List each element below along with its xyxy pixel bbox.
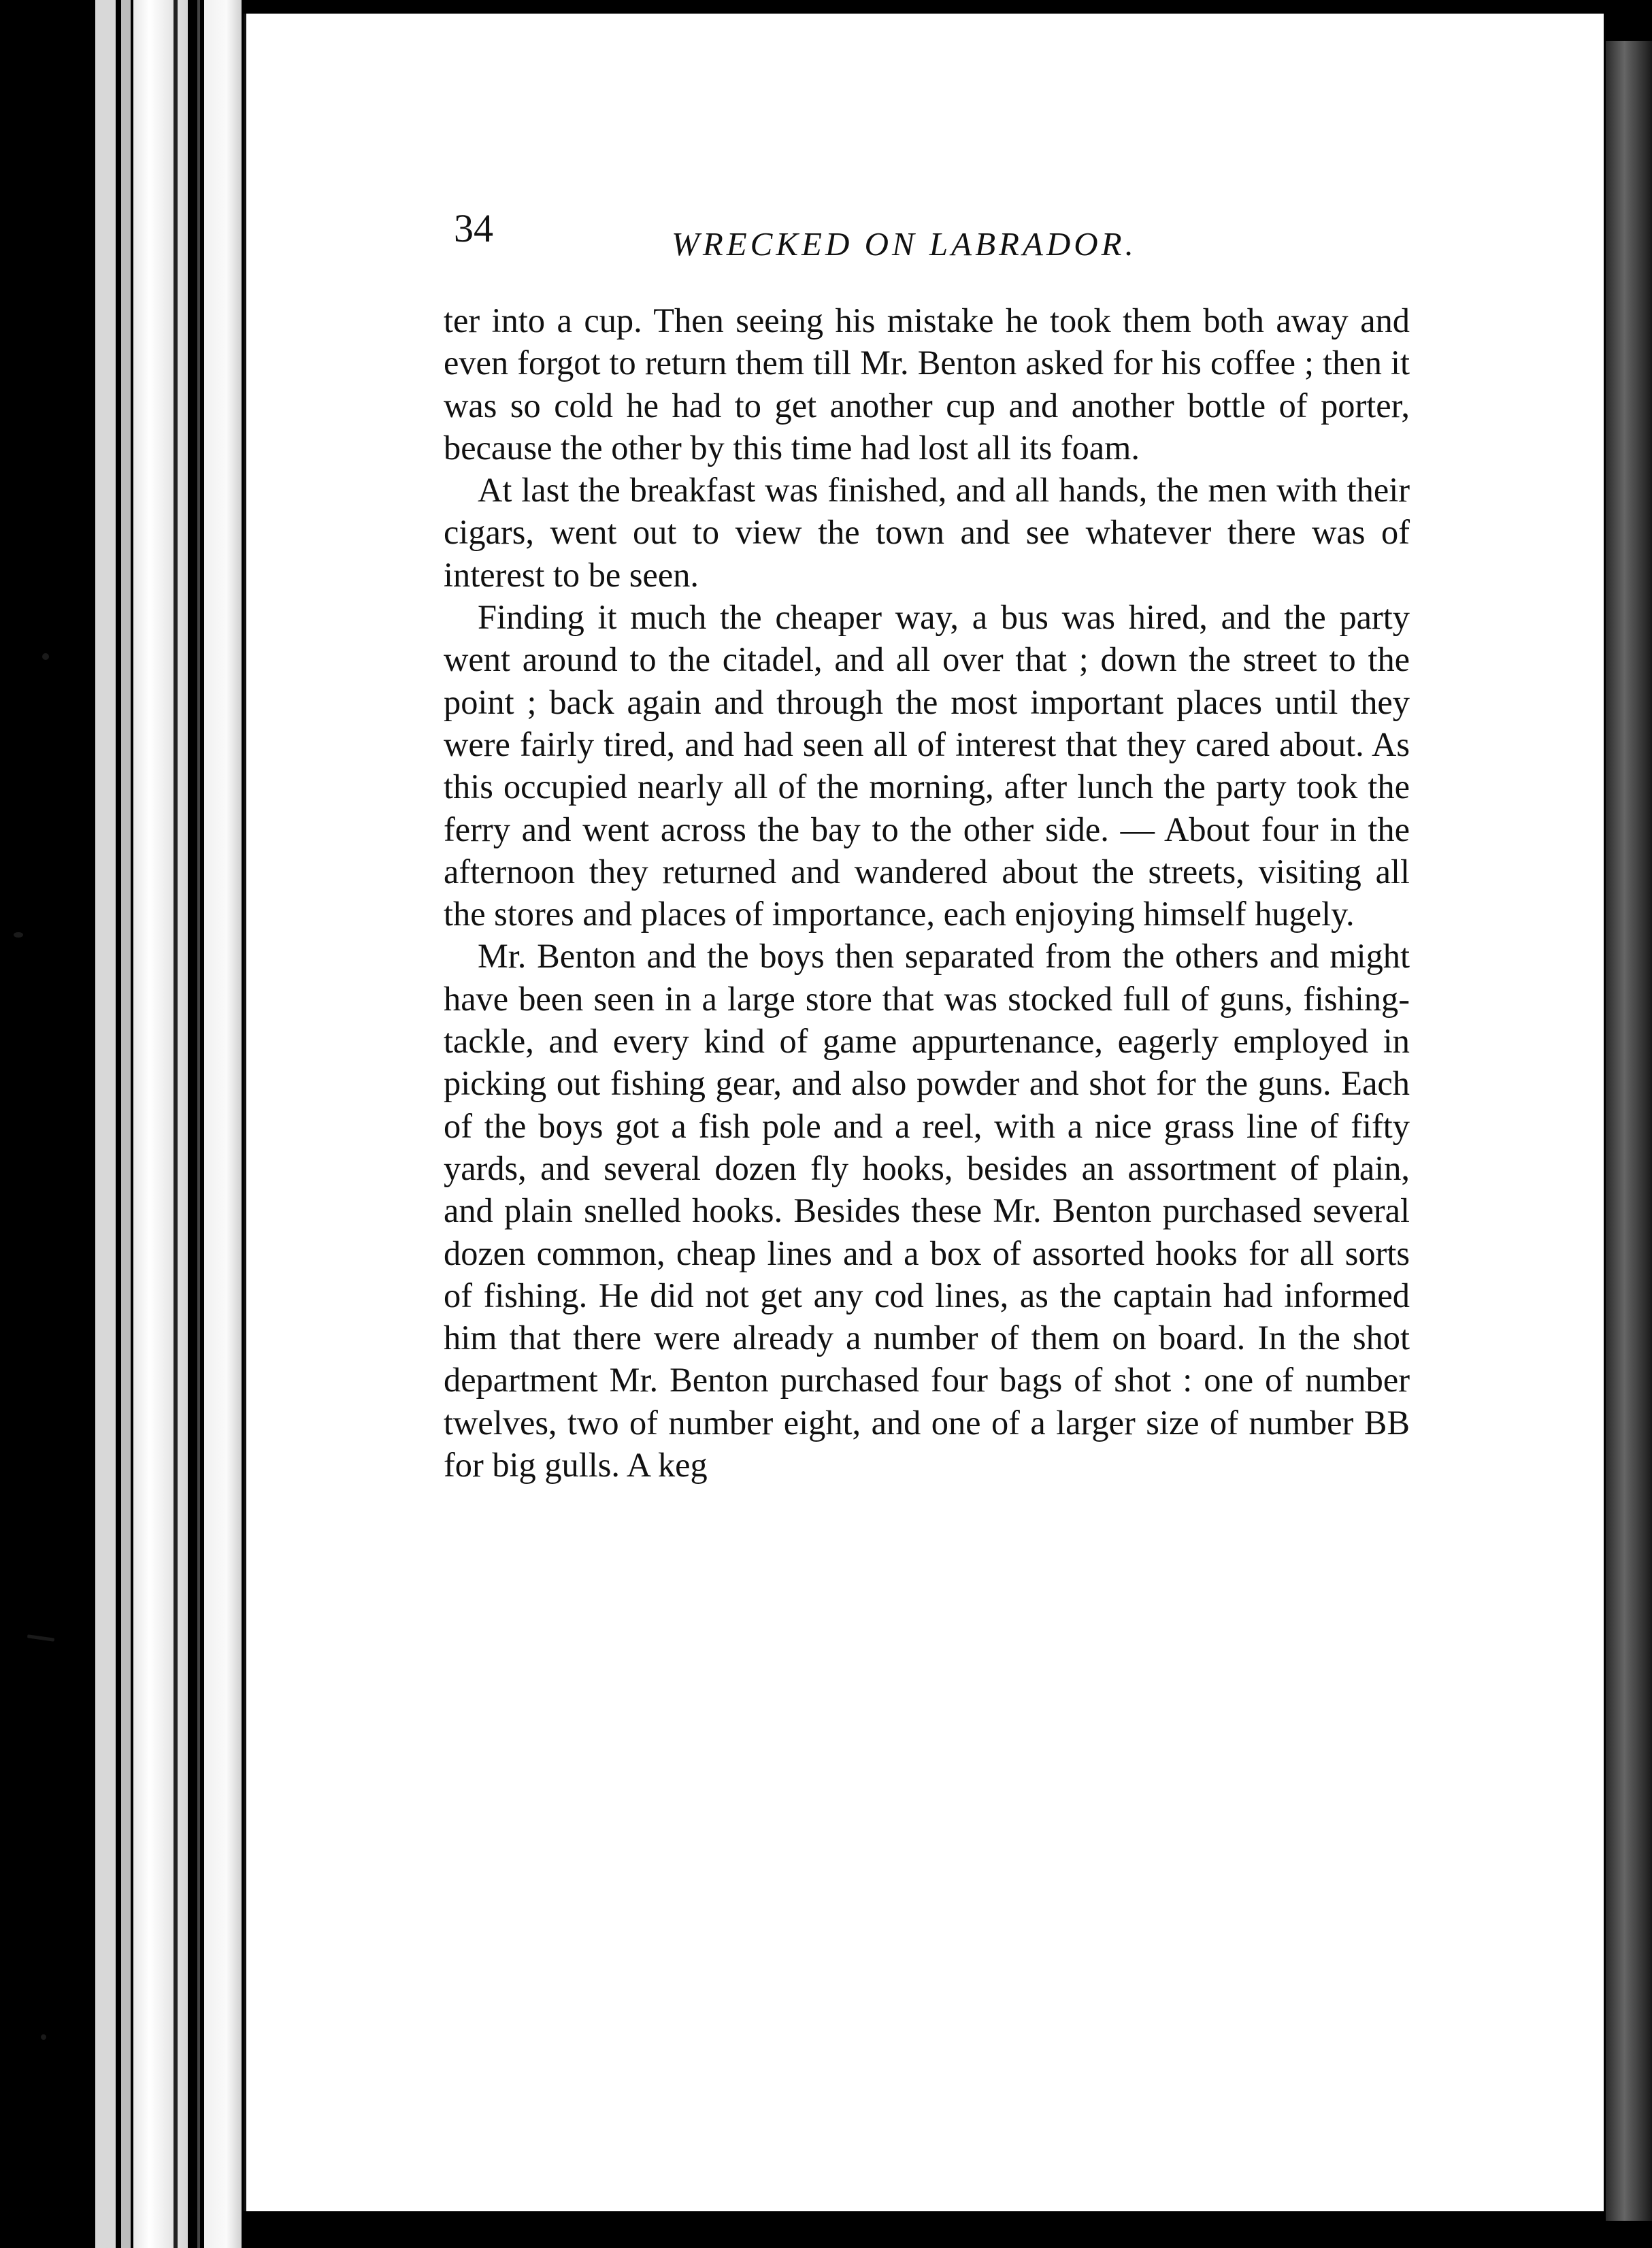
- body-text: [444, 299, 1410, 1486]
- book-edge-line: [197, 0, 200, 2248]
- book-edge: [95, 0, 116, 2248]
- scan-speck: [42, 653, 49, 660]
- paragraph: Mr. Benton and the boys then separated from the others and might have been seen in a large store that was stocked full of guns, fishing-tackle, and every kind of game appurtenance, eagerly employed in picking out fishing gear, and also powder and shot for the guns. Each of the boys got a fish pole and a reel, with a nice grass line of fifty yards, and several dozen fly hooks, besides an assortment of plain, and plain snelled hooks. Besides these Mr. Benton purchased several dozen common, cheap lines and a box of assorted hooks for all sorts of fishing. He did not get any cod lines, as the captain had informed him that there were already a number of them on board. In the shot department Mr. Benton purchased four bags of shot : one of number twelves, two of number eight, and one of a larger size of number BB for big gulls. A keg: [444, 937, 1410, 1485]
- paragraph: Finding it much the cheaper way, a bus was hired, and the party went around to the citadel, and all over that ; down the street to the point ; back again and through the most important places until they were fairly tired, and had seen all of interest that they cared about. As this occupied nearly all of the morning, after lunch the party took the ferry and went across the bay to the other side. — About four in the afternoon they returned and wandered about the streets, visiting all the stores and places of importance, each enjoying himself hugely.: [444, 598, 1410, 933]
- book-gutter: [1606, 41, 1652, 2221]
- book-edge-line: [174, 0, 178, 2248]
- book-edge: [121, 0, 131, 2248]
- scan-speck: [27, 1634, 54, 1642]
- scan-speck: [14, 932, 23, 938]
- running-head: WRECKED ON LABRADOR.: [672, 225, 1137, 263]
- page-number: 34: [454, 206, 493, 250]
- book-edge: [204, 0, 242, 2248]
- book-page: [244, 14, 1604, 2211]
- paragraph: ter into a cup. Then seeing his mistake he took them both away and even forgot to return them till Mr. Benton asked for his coffee ; then it was so cold he had to get another cup and another bottle of porter, because the other by this time had lost all its foam.: [444, 301, 1410, 467]
- scan-speck: [41, 2034, 46, 2040]
- book-edge: [133, 0, 188, 2248]
- paragraph: At last the breakfast was finished, and all hands, the men with their cigars, went out to view the town and see whatever there was of interest to be seen.: [444, 471, 1410, 594]
